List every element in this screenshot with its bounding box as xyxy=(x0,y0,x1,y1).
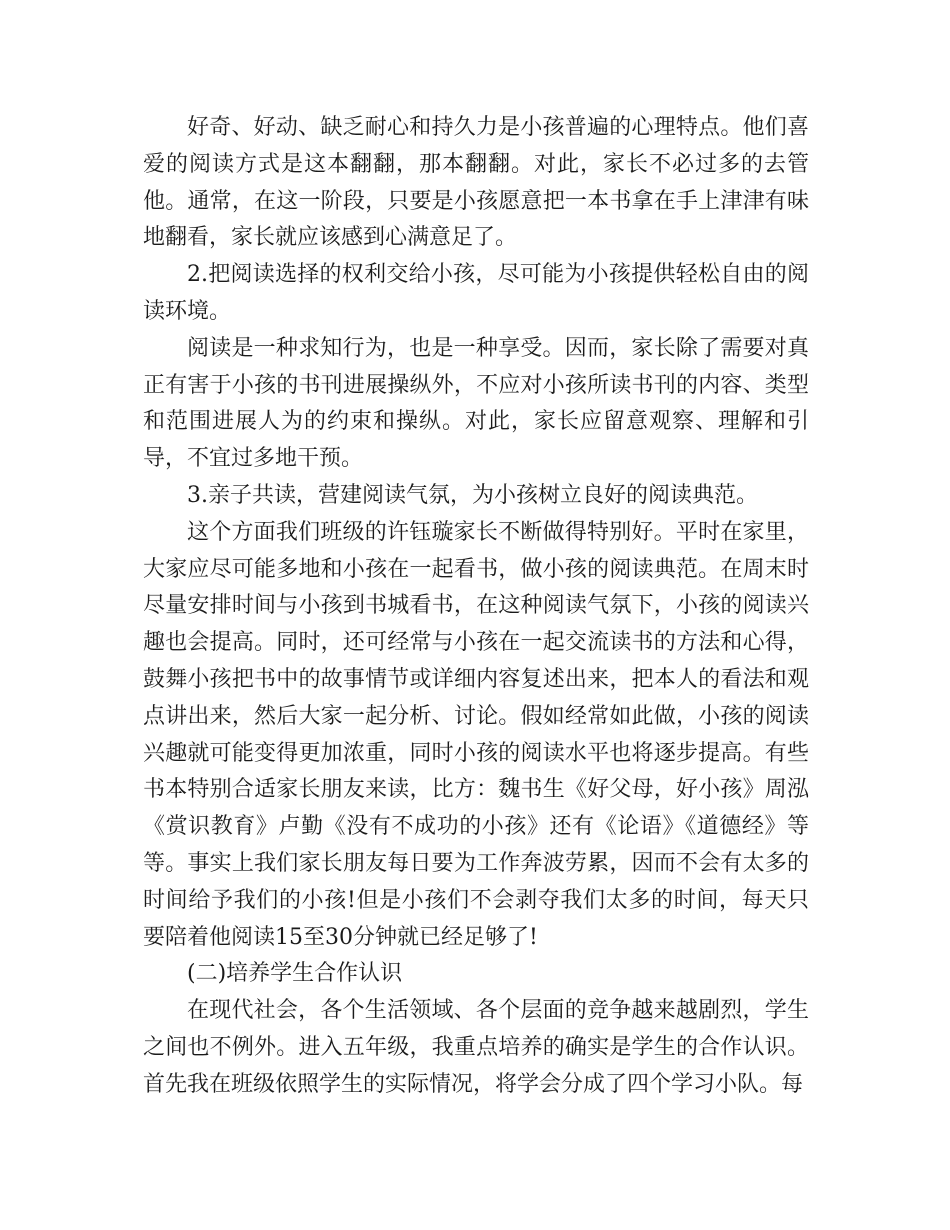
paragraph-reading-habits: 好奇、好动、缺乏耐心和持久力是小孩普遍的心理特点。他们喜爱的阅读方式是这本翻翻，那本翻翻。对此，家长不必过多的去管他。通常，在这一阶段，只要是小孩愿意把一本书拿在手上津津有味地翻看，家长就应该感到心满意足了。 xyxy=(143,115,809,251)
paragraph-heading-choice: 2.把阅读选择的权利交给小孩，尽可能为小孩提供轻松自由的阅读环境。 xyxy=(143,262,809,324)
paragraph-heading-parent-child: 3.亲子共读，营建阅读气氛，为小孩树立良好的阅读典范。 xyxy=(187,482,758,508)
paragraph-cooperation: 在现代社会，各个生活领域、各个层面的竞争越来越剧烈，学生之间也不例外。进入五年级，我重点培养的确实是学生的合作认识。首先我在班级依照学生的实际情况，将学会分成了四个学习小队。每 xyxy=(143,998,809,1097)
section-heading-cooperation: (二)培养学生合作认识 xyxy=(187,961,403,987)
paragraph-reading-enjoyment: 阅读是一种求知行为，也是一种享受。因而，家长除了需要对真正有害于小孩的书刊进展操纵外，不应对小孩所读书刊的内容、类型和范围进展人为的约束和操纵。对此，家长应留意观察、理解和引导，不宜过多地干预。 xyxy=(143,335,809,472)
paragraph-parent-example: 这个方面我们班级的许钰璇家长不断做得特别好。平时在家里，大家应尽可能多地和小孩在一起看书，做小孩的阅读典范。在周末时尽量安排时间与小孩到书城看书，在这种阅读气氛下，小孩的阅读兴趣也会提高。同时，还可经常与小孩在一起交流读书的方法和心得，鼓舞小孩把书中的故事情节或详细内容复述出来，把本人的看法和观点讲出来，然后大家一起分析、讨论。假如经常如此做，小孩的阅读兴趣就可能变得更加浓重，同时小孩的阅读水平也将逐步提高。有些书本特别合适家长朋友来读，比方：魏书生《好父母，好小孩》周泓《赏识教育》卢勤《没有不成功的小孩》还有《论语》《道德经》等等。事实上我们家长朋友每日要为工作奔波劳累，因而不会有太多的时间给予我们的小孩!但是小孩们不会剥夺我们太多的时间，每天只要陪着他阅读15至30分钟就已经足够了! xyxy=(143,519,809,950)
document-body xyxy=(143,110,809,1104)
